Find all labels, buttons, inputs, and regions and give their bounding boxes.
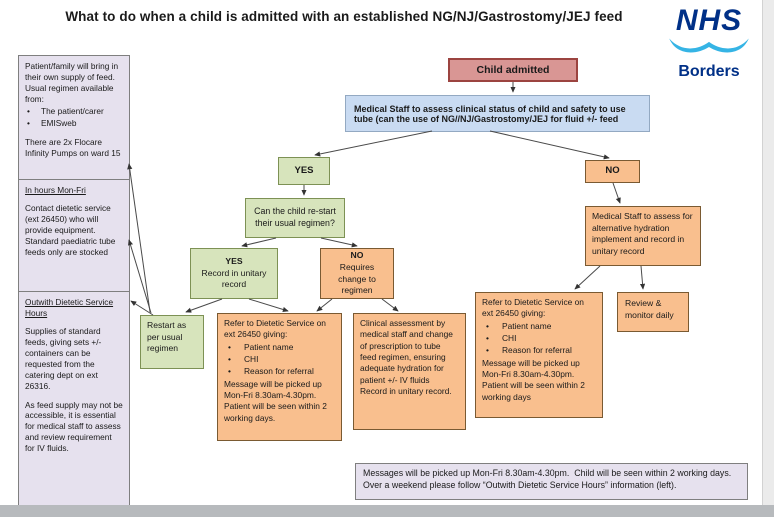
nhs-logo-text: NHS xyxy=(675,4,743,37)
node-label: Child admitted xyxy=(476,63,550,76)
list-item xyxy=(25,106,123,117)
bullet-icon: • xyxy=(228,341,231,352)
refer-intro: Refer to Dietetic Service on ext 26450 giving: xyxy=(224,318,329,340)
list-item xyxy=(224,366,335,377)
node-yes-branch xyxy=(278,157,330,185)
bullet-text: Patient name xyxy=(244,341,294,352)
sidebar-info-panel xyxy=(18,55,130,507)
sidebar-outwith-para1: Supplies of standard feeds, giving sets +/- containers can be requested from the catering dept on ext 26316. xyxy=(25,325,104,391)
sidebar-outwith-para2: As feed supply may not be accessible, it is essential for medical staff to assess and review requirement for IV fluids. xyxy=(25,399,126,454)
node-refer-dietetic-left xyxy=(217,313,342,441)
arrow-assess-to-yes xyxy=(315,131,432,155)
sidebar-outwith-heading: Outwith Dietetic Service Hours xyxy=(25,297,114,318)
arrow-yesrecord-to-restart xyxy=(186,299,222,312)
arrow-nochange-to-clinical xyxy=(382,299,398,311)
node-label: Clinical assessment by medical staff and change of prescription to tube feed regimen, ensuring adequate hydration for patient +/- IV fluids xyxy=(360,318,456,385)
sidebar-pumps-note: There are 2x Flocare Infinity Pumps on ward 15 xyxy=(25,136,121,158)
node-restart-question xyxy=(245,198,345,238)
refer-outro: Message will be picked up Mon-Fri 8.30am-4.30pm. Patient will be seen within 2 working days. xyxy=(224,378,330,423)
node-restart-usual-regimen xyxy=(140,315,204,369)
arrow-no-to-alt-hydration xyxy=(613,183,620,203)
node-label: Restart as per usual regimen xyxy=(147,320,189,354)
sidebar-supply-intro: Patient/family will bring in their own supply of feed. Usual regimen available from: xyxy=(25,61,121,104)
node-refer-dietetic-right xyxy=(475,292,603,418)
bullet-text: CHI xyxy=(502,333,517,344)
sidebar-section-in-hours xyxy=(19,180,129,292)
page-title-text: What to do when a child is admitted with an established NG/NJ/Gastrostomy/JEJ feed xyxy=(65,9,623,24)
refer-intro: Refer to Dietetic Service on ext 26450 giving: xyxy=(482,297,587,319)
node-label: Medical Staff to assess for alternative hydration implement and record in unitary record xyxy=(592,211,696,256)
sidebar-in-hours-body: Contact dietetic service (ext 26450) who will provide equipment. Standard paediatric tube feeds only are stocked xyxy=(25,202,118,257)
bullet-icon: • xyxy=(228,366,231,377)
arrow-alt-to-review xyxy=(641,266,643,289)
node-alternative-hydration xyxy=(585,206,701,266)
node-child-admitted xyxy=(448,58,578,82)
list-item xyxy=(224,342,335,353)
node-label: Requires change to regimen xyxy=(338,261,379,296)
arrow-alt-to-refer-right xyxy=(575,266,600,289)
bullet-text: Patient name xyxy=(502,320,552,331)
node-title: NO xyxy=(350,250,364,261)
bullet-icon: • xyxy=(27,105,30,116)
bullet-text: CHI xyxy=(244,354,259,365)
sidebar-section-supply xyxy=(19,56,129,180)
list-item xyxy=(482,321,596,332)
node-label: Medical Staff to assess clinical status of child and safety to use tube (can the use of NG//NJ/Gastrostomy/JEJ for fluid +/- feed xyxy=(354,103,629,124)
window-bottom-bar xyxy=(0,505,774,517)
node-label: Review & monitor daily xyxy=(625,298,674,320)
arrow-restart-to-sidebar-mid xyxy=(129,240,151,313)
list-item xyxy=(482,345,596,356)
page-title xyxy=(40,9,648,24)
bullet-text: The patient/carer xyxy=(41,105,104,116)
node-label: YES xyxy=(294,164,314,176)
nhs-org-text: Borders xyxy=(678,63,740,80)
arrow-question-to-no-change xyxy=(321,238,357,246)
node-review-monitor xyxy=(617,292,689,332)
sidebar-section-outwith xyxy=(19,292,129,506)
node-yes-record xyxy=(190,248,278,299)
bullet-icon: • xyxy=(486,333,489,344)
node-label: Can the child re-start their usual regimen? xyxy=(254,206,339,228)
list-item xyxy=(25,118,123,129)
node-label: Record in unitary record xyxy=(201,267,269,290)
nhs-borders-logo xyxy=(656,6,762,81)
arrow-question-to-yes-record xyxy=(242,238,276,246)
arrow-nochange-to-refer-left xyxy=(317,299,332,311)
node-title: YES xyxy=(225,256,243,267)
bullet-text: EMISweb xyxy=(41,117,77,128)
bullet-icon: • xyxy=(486,320,489,331)
arrow-assess-to-no xyxy=(490,131,609,158)
arrow-restart-to-sidebar-inhours xyxy=(129,164,150,312)
arrow-restart-to-sidebar-outwith xyxy=(131,301,153,315)
sidebar-in-hours-heading: In hours Mon-Fri xyxy=(25,185,86,195)
node-label: NO xyxy=(605,165,620,177)
node-label-secondary: Record in unitary record. xyxy=(360,386,452,397)
footer-note-text: Messages will be picked up Mon-Fri 8.30am-4.30pm. Child will be seen within 2 working days. Over a weekend please follow “Outwith Dietetic Service Hours” information (left). xyxy=(363,468,737,490)
refer-outro: Message will be picked up Mon-Fri 8.30am-4.30pm. Patient will be seen within 2 working days xyxy=(482,357,588,402)
node-no-branch xyxy=(585,160,640,183)
node-assess-clinical-status xyxy=(345,95,650,132)
nhs-wave-icon xyxy=(656,36,762,63)
bullet-text: Reason for referral xyxy=(244,366,314,377)
node-clinical-assessment xyxy=(353,313,466,430)
arrow-yesrecord-to-refer-left xyxy=(249,299,288,311)
window-right-margin xyxy=(762,0,774,517)
bullet-icon: • xyxy=(228,354,231,365)
footer-note xyxy=(355,463,748,500)
node-no-requires-change xyxy=(320,248,394,299)
bullet-text: Reason for referral xyxy=(502,345,572,356)
bullet-icon: • xyxy=(27,117,30,128)
list-item xyxy=(482,333,596,344)
bullet-icon: • xyxy=(486,345,489,356)
list-item xyxy=(224,354,335,365)
